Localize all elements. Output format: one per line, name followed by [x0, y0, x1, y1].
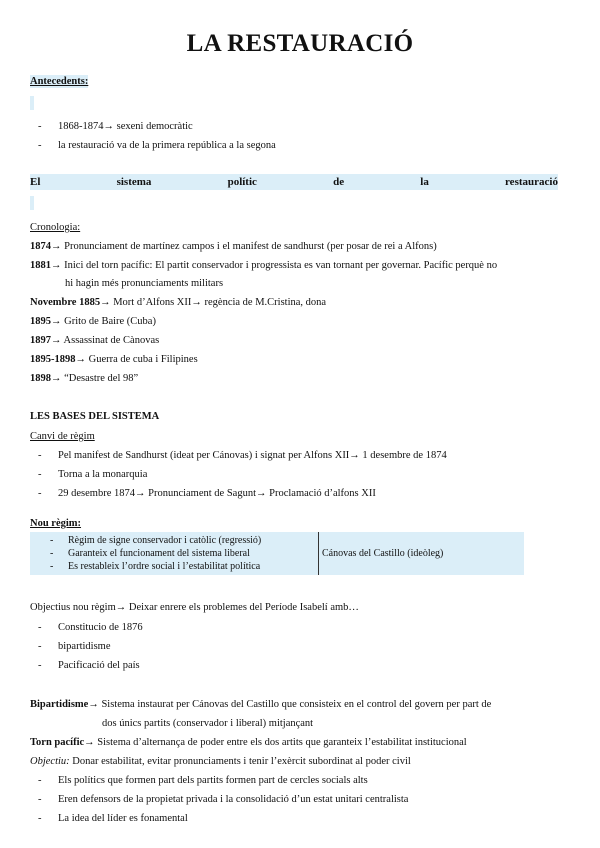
sistema-word: de	[333, 176, 345, 188]
bullet-dash: -	[38, 813, 42, 824]
highlight-strip	[30, 196, 34, 210]
bullet-dash: -	[38, 140, 42, 151]
ideologue-cell: Cánovas del Castillo (ideòleg)	[322, 548, 444, 559]
list-item: - Garanteix el funcionament del sistema liberal	[50, 548, 250, 559]
objectiu-item: Els polítics que formen part dels partits formen part de cercles socials alts	[58, 775, 368, 786]
page-title: LA RESTAURACIÓ	[186, 30, 414, 57]
bullet-dash: -	[38, 121, 42, 132]
cronologia-entry: 1895-1898→ Guerra de cuba i Filipines	[30, 354, 198, 365]
bullet-dash: -	[38, 794, 42, 805]
bullet-dash: -	[38, 450, 42, 461]
cronologia-entry: Novembre 1885→ Mort d’Alfons XII→ regència de M.Cristina, dona	[30, 297, 327, 308]
objectiu-text: Objectiu: Donar estabilitat, evitar pronunciaments i tenir l’exèrcit subordinat al poder civil	[30, 756, 411, 767]
bullet-dash: -	[38, 622, 42, 633]
cronologia-heading: Cronologia:	[30, 222, 81, 233]
objectius-item: Constitucio de 1876	[58, 622, 143, 633]
cronologia-entry: 1874→ Pronunciament de martínez campos i el manifest de sandhurst (per posar de rei a Alfons)	[30, 241, 437, 252]
nou-regim-table	[30, 532, 524, 575]
cronologia-entry: 1881→ Inici del torn pacífic: El partit conservador i progressista es van tornant per governar. Pacífic perquè no	[30, 260, 498, 271]
sistema-word: polític	[227, 176, 257, 188]
torn-def: Torn pacífic→ Sistema d’alternança de poder entre els dos artits que garanteix l’estabilitat institucional	[30, 737, 467, 748]
sistema-word: la	[420, 176, 429, 188]
cronologia-entry: 1898→ “Desastre del 98”	[30, 373, 139, 384]
nou-regim-list	[30, 532, 319, 575]
sistema-word: sistema	[116, 176, 152, 188]
cronologia-entry-cont: hi hagin més pronunciaments militars	[65, 278, 224, 289]
bullet-dash: -	[38, 488, 42, 499]
list-item: - Es restableix l’ordre social i l’estabilitat política	[50, 561, 261, 572]
canvi-item: 29 desembre 1874→ Pronunciament de Sagunt→ Proclamació d’alfons XII	[58, 488, 376, 499]
cronologia-entry: 1895→ Grito de Baire (Cuba)	[30, 316, 156, 327]
bases-heading: LES BASES DEL SISTEMA	[30, 411, 160, 422]
objectiu-item: Eren defensors de la propietat privada i la consolidació d’un estat unitari centralista	[58, 794, 409, 805]
bullet-dash: -	[38, 469, 42, 480]
bullet-dash: -	[38, 775, 42, 786]
objectius-item: bipartidisme	[58, 641, 111, 652]
objectius-item: Pacificació del país	[58, 660, 140, 671]
cronologia-entry: 1897→ Assassinat de Cànovas	[30, 335, 160, 346]
bipartidisme-def: Bipartidisme→ Sistema instaurat per Cánovas del Castillo que consisteix en el control del govern per part de	[30, 699, 492, 710]
antecedents-item: 1868-1874→ sexeni democràtic	[58, 121, 193, 132]
bullet-dash: -	[38, 641, 42, 652]
nou-regim-heading: Nou règim:	[30, 518, 82, 529]
bullet-dash: -	[38, 660, 42, 671]
antecedents-item: la restauració va de la primera república a la segona	[58, 140, 276, 151]
highlight-strip	[30, 96, 34, 110]
sistema-heading	[30, 174, 558, 190]
canvi-item: Pel manifest de Sandhurst (ideat per Cánovas) i signat per Alfons XII→ 1 desembre de 1874	[58, 450, 447, 461]
objectius-text: Objectius nou règim→ Deixar enrere els problemes del Període Isabelí amb…	[30, 602, 359, 613]
sistema-word: El	[30, 176, 41, 188]
canvi-item: Torna a la monarquia	[58, 469, 148, 480]
objectiu-item: La idea del líder es fonamental	[58, 813, 188, 824]
canvi-heading: Canvi de règim	[30, 431, 95, 442]
sistema-word: restauració	[505, 176, 558, 188]
bipartidisme-cont: dos únics partits (conservador i liberal) mitjançant	[102, 718, 314, 729]
antecedents-heading: Antecedents:	[30, 76, 89, 87]
list-item: - Règim de signe conservador i catòlic (regressió)	[50, 535, 262, 546]
